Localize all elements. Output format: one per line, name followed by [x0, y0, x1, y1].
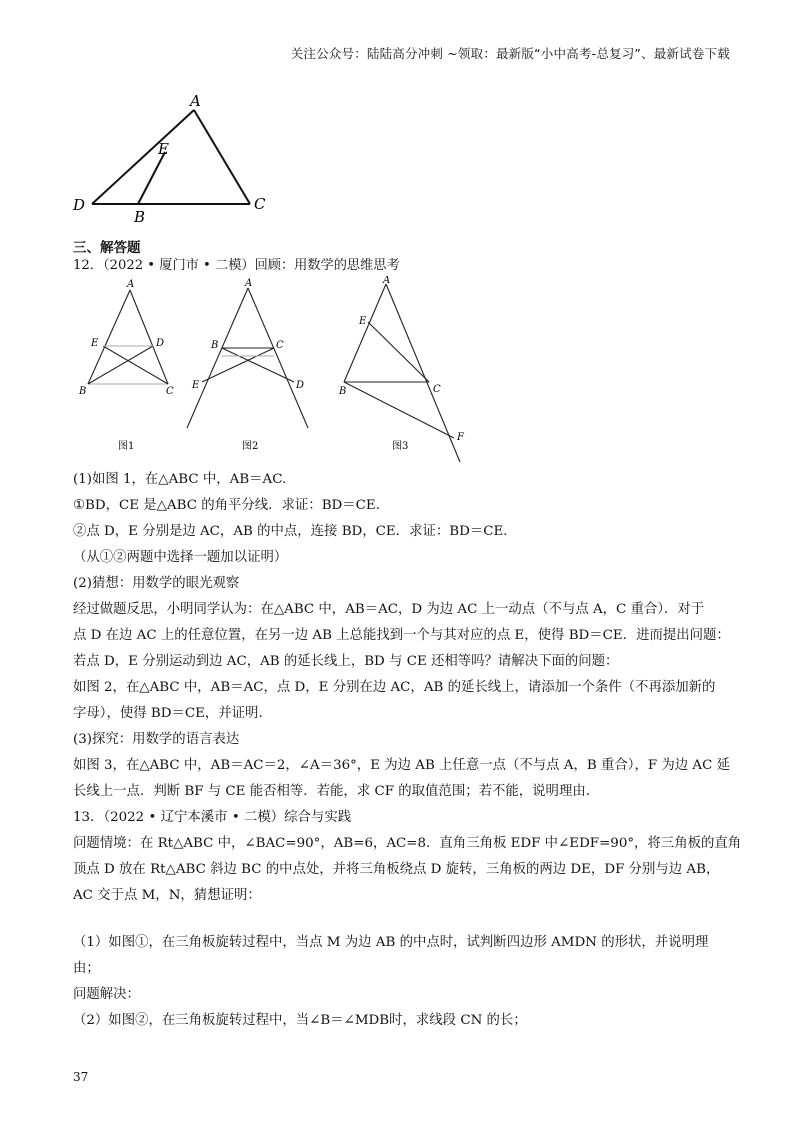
figure-2 — [187, 288, 308, 428]
fig1-label-b: B — [79, 386, 87, 397]
q13-line: AC 交于点 M，N，猜想证明： — [73, 888, 261, 903]
fig1-label-a: A — [127, 279, 135, 290]
q12-line: (3)探究：用数学的语言表达 — [73, 732, 240, 747]
label-b: B — [134, 208, 146, 226]
q12-line: 如图 2，在△ABC 中，AB＝AC，点 D，E 分别在边 AC，AB 的延长线上，请添加一个条件（不再添加新的 — [73, 680, 716, 695]
fig3-label-f: F — [457, 432, 464, 443]
fig2-label-b: B — [211, 340, 219, 351]
q12-line: 长线上一点．判断 BF 与 CE 能否相等．若能，求 CF 的取值范围；若不能，说明理由. — [73, 784, 590, 799]
q13-line: 问题解决： — [73, 987, 140, 1002]
q12-line: 如图 3，在△ABC 中，AB＝AC＝2，∠A＝36°，E 为边 AB 上任意一点（不与点 A，B 重合），F 为边 AC 延 — [73, 758, 730, 773]
segment-ac — [194, 110, 250, 204]
q12-line: 字母），使得 BD＝CE，并证明. — [73, 706, 263, 721]
q12-body — [73, 467, 742, 909]
label-d: D — [73, 196, 86, 214]
q12-header: 12．（2022 • 厦门市 • 二模）回顾：用数学的思维思考 — [73, 258, 400, 273]
section-title: 三、解答题 — [73, 240, 141, 256]
fig2-label-a: A — [245, 278, 253, 289]
fig2-label-d: D — [296, 380, 305, 391]
fig3-label-e: E — [359, 316, 367, 327]
figure-3 — [344, 284, 460, 462]
fig1-caption: 图1 — [118, 441, 135, 452]
fig1-label-e: E — [91, 338, 99, 349]
fig2-caption: 图2 — [242, 441, 259, 452]
q13-line: 问题情境：在 Rt△ABC 中，∠BAC=90°，AB=6，AC=8．直角三角板 EDF 中∠EDF=90°，将三角板的直角 — [73, 836, 742, 851]
q13-line: （1）如图①，在三角板旋转过程中，当点 M 为边 AB 的中点时，试判断四边形 AMDN 的形状，并说明理 — [73, 935, 709, 950]
label-c: C — [254, 195, 266, 213]
label-e: E — [158, 140, 169, 158]
fig3-caption: 图3 — [392, 441, 409, 452]
q13-line: 由； — [73, 961, 100, 976]
fig1-label-c: C — [166, 386, 174, 397]
q13-line: 顶点 D 放在 Rt△ABC 斜边 BC 的中点处，并将三角板绕点 D 旋转，三角板的两边 DE，DF 分别与边 AB， — [73, 862, 720, 877]
q12-line: (1)如图 1，在△ABC 中，AB＝AC. — [73, 472, 287, 487]
fig3-label-c: C — [433, 384, 441, 395]
q13-line: 13．（2022 • 辽宁本溪市 • 二模）综合与实践 — [73, 810, 352, 825]
page-number: 37 — [73, 1070, 89, 1084]
fig2-label-c: C — [276, 340, 284, 351]
figure-1 — [88, 290, 168, 384]
q12-line: ①BD，CE 是△ABC 的角平分线．求证：BD＝CE. — [73, 498, 380, 513]
q12-figures — [76, 276, 496, 466]
q12-line: 经过做题反思，小明同学认为：在△ABC 中，AB＝AC，D 为边 AC 上一动点（不与点 A，C 重合）．对于 — [73, 602, 705, 617]
fig1-label-d: D — [156, 338, 165, 349]
q12-line: （从①②两题中选择一题加以证明） — [73, 550, 288, 565]
q13-line: （2）如图②，在三角板旋转过程中，当∠B＝∠MDB时，求线段 CN 的长； — [73, 1013, 527, 1028]
fig3-label-b: B — [339, 386, 347, 397]
q12-line: (2)猜想：用数学的眼光观察 — [73, 576, 240, 591]
q12-line: 若点 D，E 分别运动到边 AC，AB 的延长线上，BD 与 CE 还相等吗？请解决下面的问题： — [73, 654, 619, 669]
segment-be — [138, 152, 165, 204]
top-triangle-figure — [70, 92, 290, 227]
fig2-label-e: E — [192, 380, 200, 391]
q12-line: 点 D 在边 AC 上的任意位置，在另一边 AB 上总能找到一个与其对应的点 E，使得 BD＝CE．进而提出问题： — [73, 628, 730, 643]
fig3-label-a: A — [383, 276, 391, 286]
q13-body-part2 — [73, 930, 733, 1034]
q12-line: ②点 D，E 分别是边 AC，AB 的中点，连接 BD，CE．求证：BD＝CE. — [73, 524, 508, 539]
segment-ad — [92, 110, 194, 204]
page-header: 关注公众号：陆陆高分冲刺 ~领取：最新版“小中高考-总复习”、最新试卷下载 — [290, 46, 730, 61]
label-a: A — [190, 92, 201, 110]
